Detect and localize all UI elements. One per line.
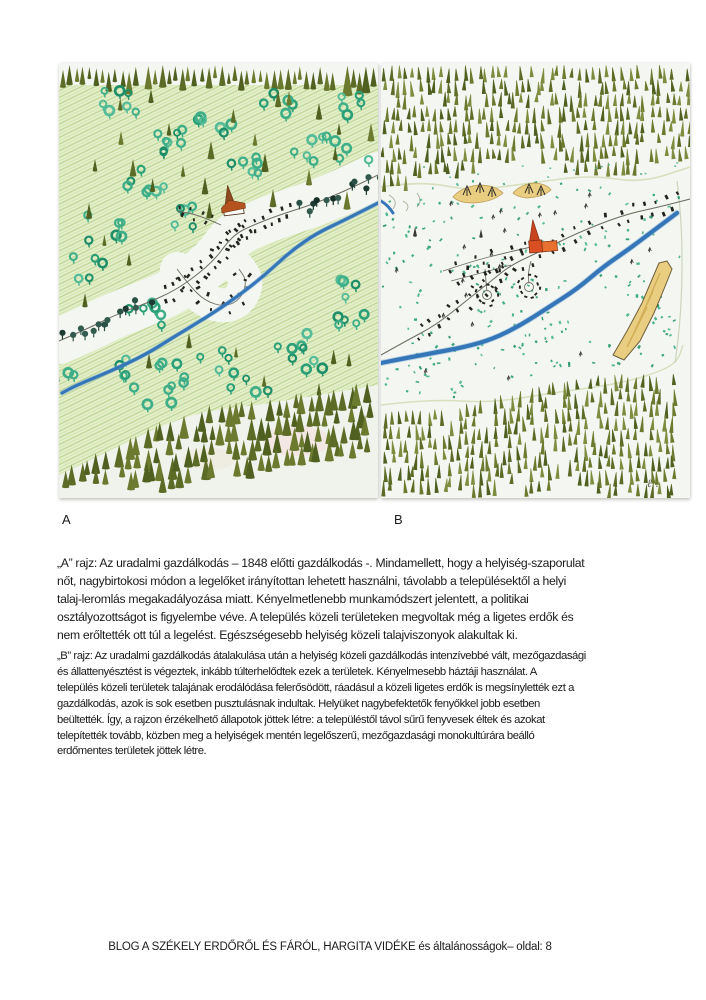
page-footer: BLOG A SZÉKELY ERDŐRŐL ÉS FÁRÓL, HARGITA VIDÉKE és általánosságok– oldal: 8 bbox=[108, 941, 552, 953]
drawing-a-map bbox=[59, 63, 378, 498]
drawing-b-canvas bbox=[381, 63, 690, 498]
figure-label-b: B bbox=[394, 512, 403, 527]
text-line: gazdálkodás, azok is sok esetben pusztulásnak indultak. Helyüket nagybefektetők fenyőkkel jobb esetben bbox=[57, 697, 540, 710]
text-line: beültették. Így, a rajzon érzékelhető állapotok jöttek létre: a településtől távol sűrű fenyvesek éltek és azokat bbox=[57, 713, 545, 726]
drawing-b-map bbox=[381, 63, 690, 498]
text-line: erdőmentes területek jöttek létre. bbox=[57, 745, 207, 758]
text-line: nőt, nagybirtokosi módon a legelőket irányítottan lehetett használni, távolabb a településektől a helyi bbox=[57, 573, 567, 588]
text-line: talaj-leromlás megakadályozása miatt. Kényelmetlenebb munkamódszert jelentett, a politikai bbox=[57, 591, 529, 606]
figure-label-a: A bbox=[62, 512, 71, 527]
text-line: és állattenyésztést is végeztek, inkább túlterhelődtek ezek a területek. Kényelmesebb háztáji használat. A bbox=[57, 665, 537, 678]
text-line: „A” rajz: Az uradalmi gazdálkodás – 1848 előtti gazdálkodás -. Mindamellett, hogy a helyiség-szaporulat bbox=[57, 556, 585, 570]
paragraph-a bbox=[57, 555, 584, 645]
text-line: település közeli területek talajának erodálódása felerősödött, ráadásul a közeli ligetes erdők is megsínylették ezt a bbox=[57, 681, 574, 694]
paragraph-b bbox=[57, 649, 586, 760]
drawing-a-canvas bbox=[59, 63, 378, 498]
artist-signature: ℓ . bbox=[647, 477, 659, 490]
text-line: osztályozottságot is figyelembe véve. A település közeli területeken megvoltak még a ligetes erdők és bbox=[57, 609, 574, 624]
text-line: „B” rajz: Az uradalmi gazdálkodás átalakulása után a helyiség közeli gazdálkodás intenzívebbé vált, mezőgazdasági bbox=[57, 650, 586, 662]
text-line: nem erőltették ott túl a legelést. Egészségesebb helyiség közeli talajviszonyok alakultak ki. bbox=[57, 627, 518, 642]
text-line: telepítették tovább, közben meg a helyiségek mentén legelőszerű, mezőgazdasági monokultúrára beálló bbox=[57, 729, 535, 742]
